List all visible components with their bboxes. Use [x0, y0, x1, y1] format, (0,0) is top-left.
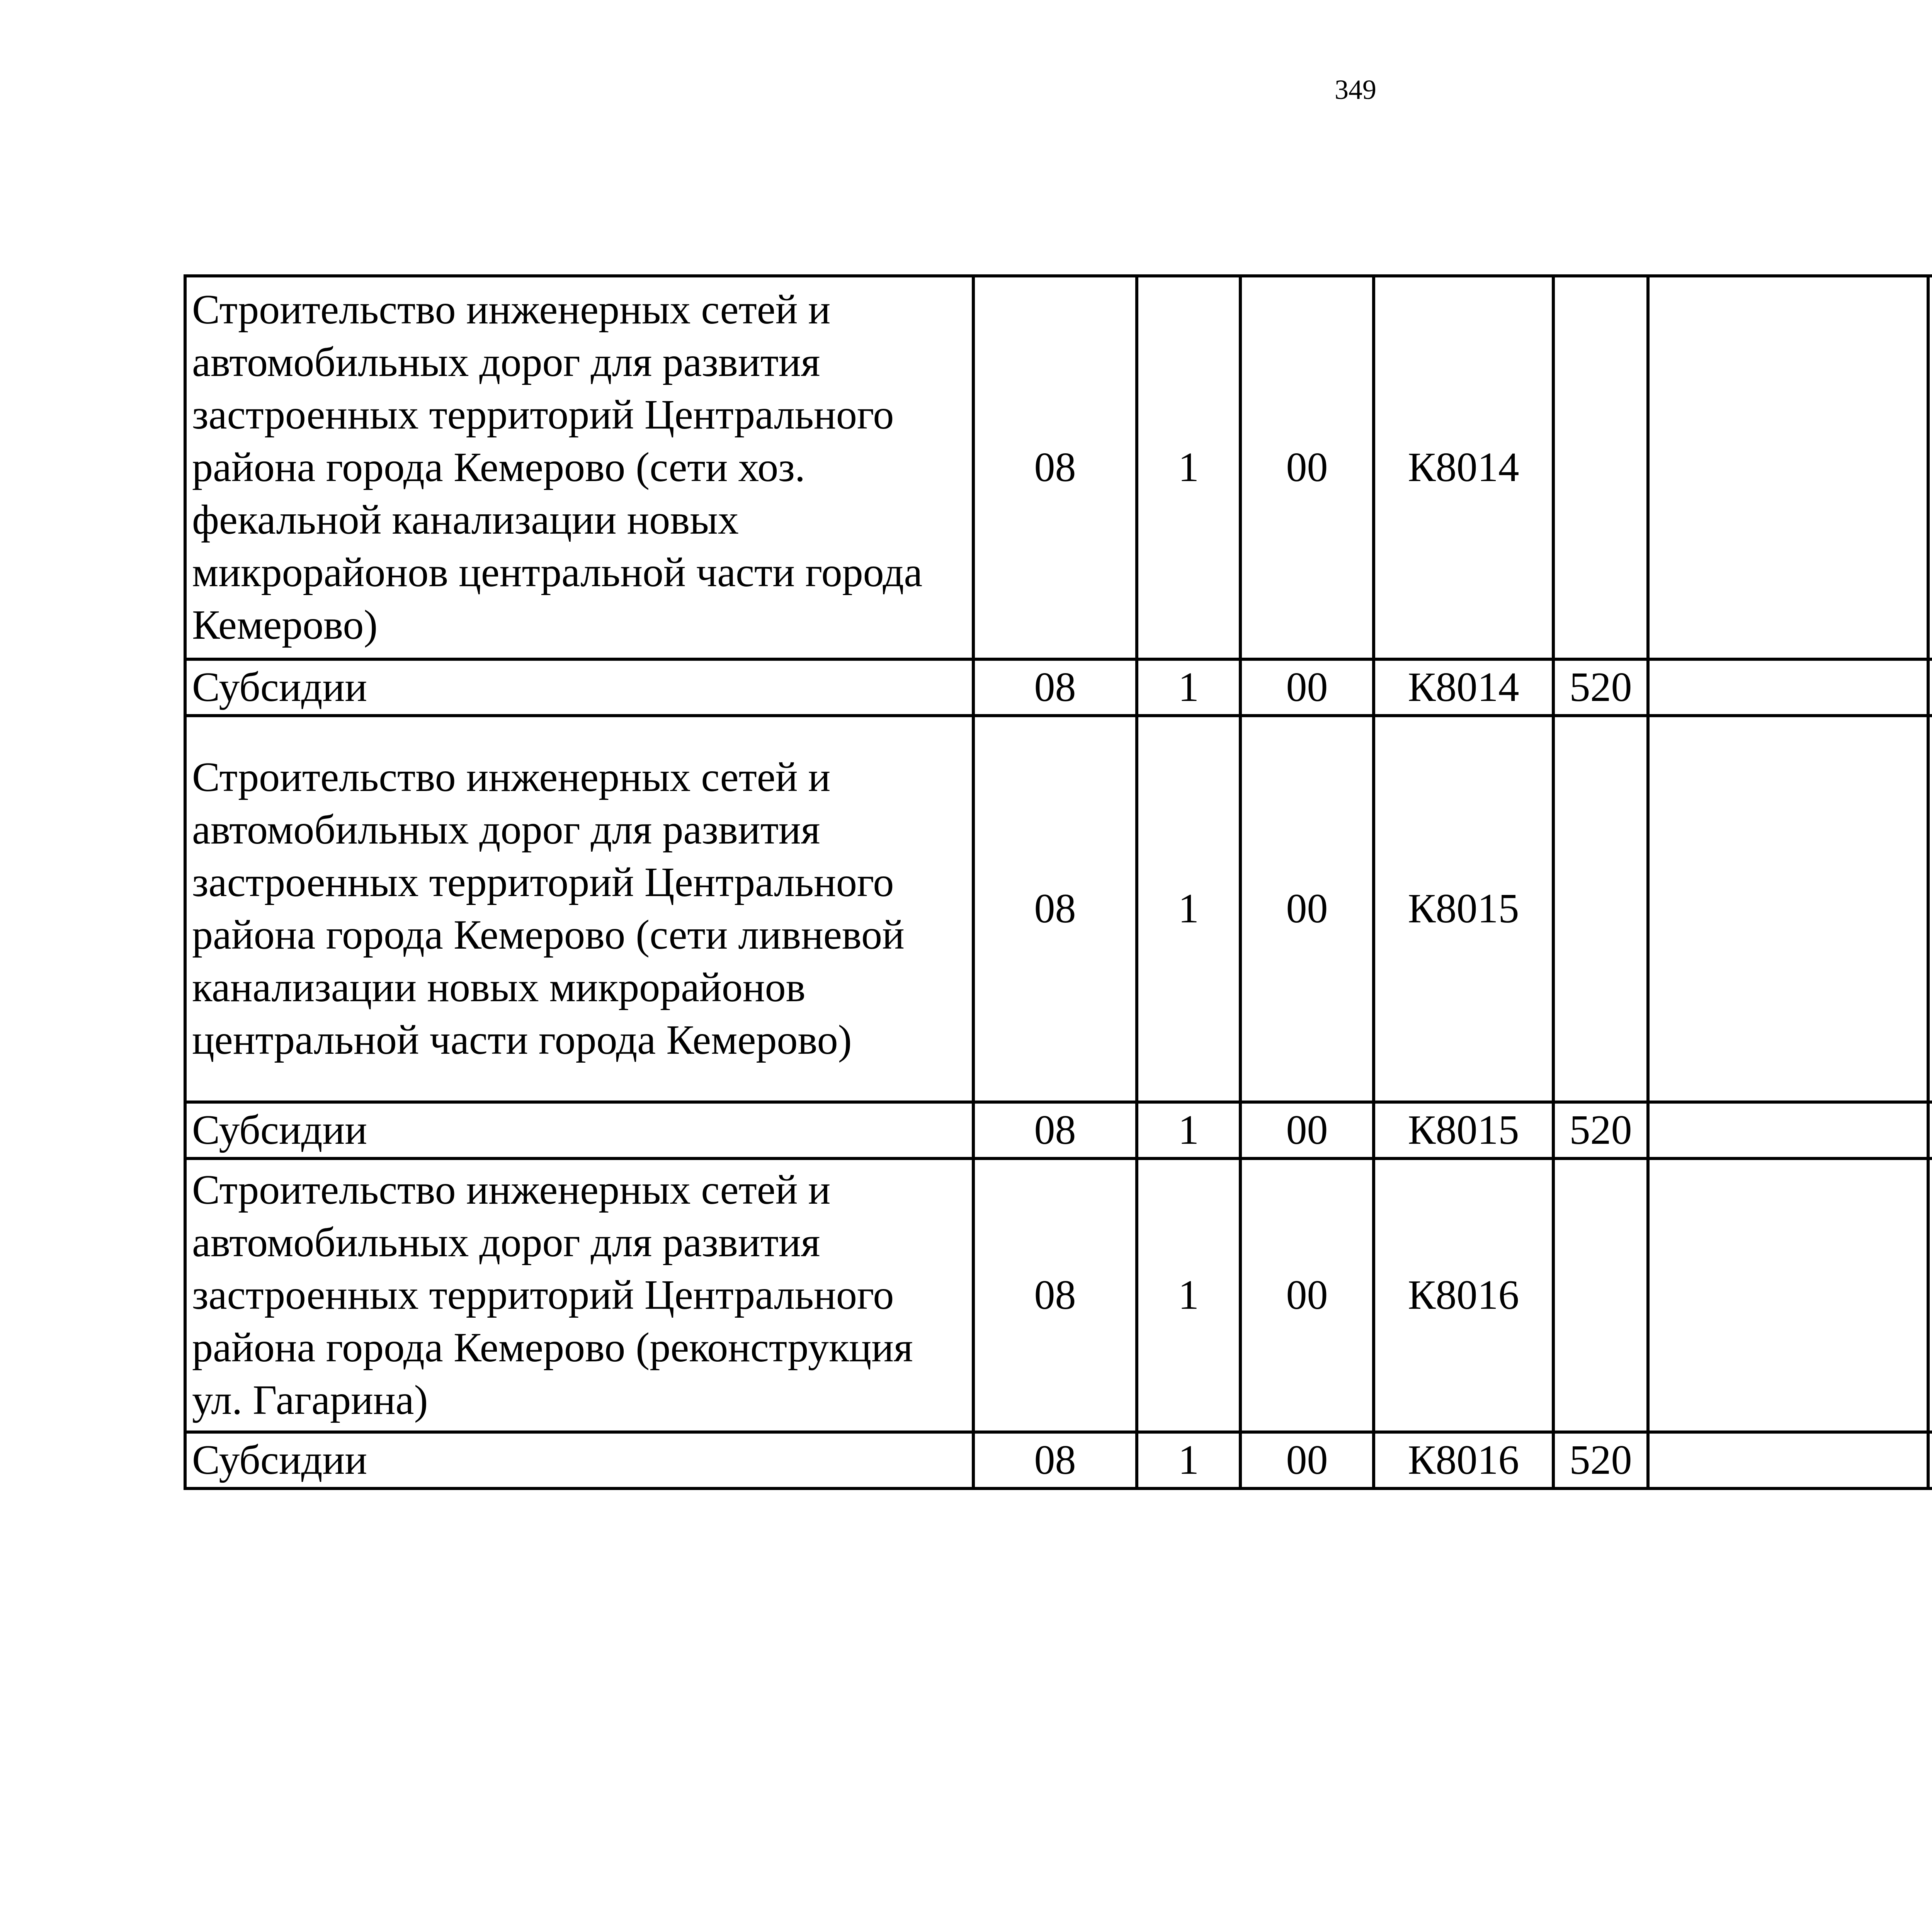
- direction-code-cell: К8016: [1374, 1432, 1553, 1488]
- subprogram-code-cell: 00: [1240, 716, 1374, 1102]
- expense-name-cell: Субсидии: [185, 1432, 973, 1488]
- program-code-cell: 1: [1137, 1432, 1240, 1488]
- direction-code-cell: К8015: [1374, 716, 1553, 1102]
- expense-name-cell: Субсидии: [185, 1102, 973, 1158]
- table-row: [185, 1102, 1932, 1158]
- subprogram-code-cell: 00: [1240, 1432, 1374, 1488]
- empty-cell: [1648, 276, 1928, 659]
- budget-table: [184, 274, 1932, 1490]
- expense-name-cell: Строительство инженерных сетей и автомобильных дорог для развития застроенных территорий Центрального района города Кемерово (сети ливневой канализации новых микрорайонов центральной части города Кемерово): [185, 716, 973, 1102]
- section-code-cell: 08: [973, 1158, 1137, 1432]
- program-code-cell: 1: [1137, 1102, 1240, 1158]
- table-row: [185, 1432, 1932, 1488]
- empty-cell: [1648, 1102, 1928, 1158]
- expense-name-cell: Строительство инженерных сетей и автомобильных дорог для развития застроенных территорий Центрального района города Кемерово (сети хоз. фекальной канализации новых микрорайонов центральной части города Кемерово): [185, 276, 973, 659]
- table-row: [185, 716, 1932, 1102]
- expense-name-cell: Строительство инженерных сетей и автомобильных дорог для развития застроенных территорий Центрального района города Кемерово (реконструкция ул. Гагарина): [185, 1158, 973, 1432]
- empty-cell: [1648, 1432, 1928, 1488]
- table-row: [185, 659, 1932, 716]
- expense-type-cell: [1553, 276, 1648, 659]
- section-code-cell: 08: [973, 659, 1137, 716]
- direction-code-cell: К8014: [1374, 276, 1553, 659]
- subprogram-code-cell: 00: [1240, 659, 1374, 716]
- section-code-cell: 08: [973, 1432, 1137, 1488]
- empty-cell: [1648, 1158, 1928, 1432]
- empty-cell: [1648, 659, 1928, 716]
- amount-cell: [1928, 659, 1932, 716]
- subprogram-code-cell: 00: [1240, 1158, 1374, 1432]
- subprogram-code-cell: 00: [1240, 1102, 1374, 1158]
- amount-cell: [1928, 716, 1932, 1102]
- expense-type-cell: [1553, 1158, 1648, 1432]
- table-row: [185, 1158, 1932, 1432]
- amount-cell: [1928, 1432, 1932, 1488]
- empty-cell: [1648, 716, 1928, 1102]
- program-code-cell: 1: [1137, 276, 1240, 659]
- amount-cell: [1928, 1158, 1932, 1432]
- section-code-cell: 08: [973, 1102, 1137, 1158]
- direction-code-cell: К8015: [1374, 1102, 1553, 1158]
- expense-type-cell: 520: [1553, 1102, 1648, 1158]
- table-row: [185, 276, 1932, 659]
- program-code-cell: 1: [1137, 1158, 1240, 1432]
- expense-type-cell: [1553, 716, 1648, 1102]
- section-code-cell: 08: [973, 276, 1137, 659]
- direction-code-cell: К8016: [1374, 1158, 1553, 1432]
- direction-code-cell: К8014: [1374, 659, 1553, 716]
- amount-cell: [1928, 1102, 1932, 1158]
- expense-type-cell: 520: [1553, 1432, 1648, 1488]
- expense-name-cell: Субсидии: [185, 659, 973, 716]
- subprogram-code-cell: 00: [1240, 276, 1374, 659]
- program-code-cell: 1: [1137, 716, 1240, 1102]
- section-code-cell: 08: [973, 716, 1137, 1102]
- program-code-cell: 1: [1137, 659, 1240, 716]
- amount-cell: [1928, 276, 1932, 659]
- expense-type-cell: 520: [1553, 659, 1648, 716]
- page-number: 349: [1335, 74, 1376, 105]
